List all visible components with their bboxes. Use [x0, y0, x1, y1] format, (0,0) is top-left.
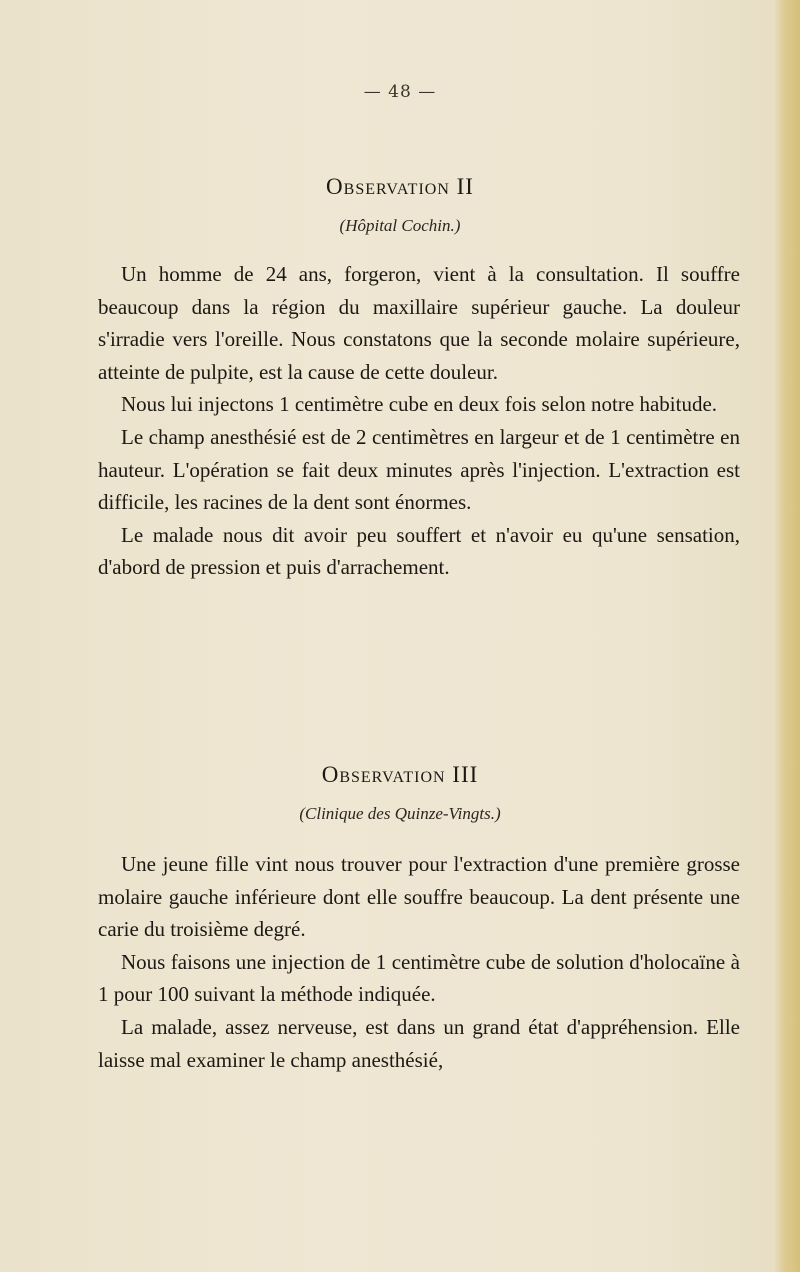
observation-3-heading: Observation III	[321, 762, 479, 787]
observation-2-source: (Hôpital Cochin.)	[339, 216, 461, 235]
observation-2-heading: Observation II	[326, 174, 474, 199]
observation-3-paragraph-3: La malade, assez nerveuse, est dans un grand état d'appréhension. Elle laisse mal examiner le champ anesthésié,	[98, 1014, 740, 1072]
observation-3-source: (Clinique des Quinze-Vingts.)	[299, 804, 501, 823]
page-number: — 48 —	[363, 82, 437, 102]
observation-3-body	[98, 848, 740, 1076]
observation-2-paragraph-3: Le champ anesthésié est de 2 centimètres en largeur et de 1 centimètre en hauteur. L'opération se fait deux minutes après l'injection. L'extraction est difficile, les racines de la dent sont énormes.	[98, 424, 740, 515]
observation-2-body	[98, 258, 740, 584]
observation-2-paragraph-2: Nous lui injectons 1 centimètre cube en deux fois selon notre habitude.	[121, 392, 718, 417]
observation-2-paragraph-4: Le malade nous dit avoir peu souffert et n'avoir eu qu'une sensation, d'abord de pression et puis d'arrachement.	[98, 522, 740, 580]
observation-3-paragraph-1: Une jeune fille vint nous trouver pour l'extraction d'une première grosse molaire gauche inférieure dont elle souffre beaucoup. La dent présente une carie du troisième degré.	[98, 852, 740, 942]
observation-3-paragraph-2: Nous faisons une injection de 1 centimètre cube de solution d'holocaïne à 1 pour 100 suivant la méthode indiquée.	[98, 949, 740, 1007]
observation-2-paragraph-1: Un homme de 24 ans, forgeron, vient à la consultation. Il souffre beaucoup dans la région du maxillaire supérieur gauche. La douleur s'irradie vers l'oreille. Nous constatons que la seconde molaire supérieure, atteinte de pulpite, est la cause de cette douleur.	[98, 262, 740, 384]
